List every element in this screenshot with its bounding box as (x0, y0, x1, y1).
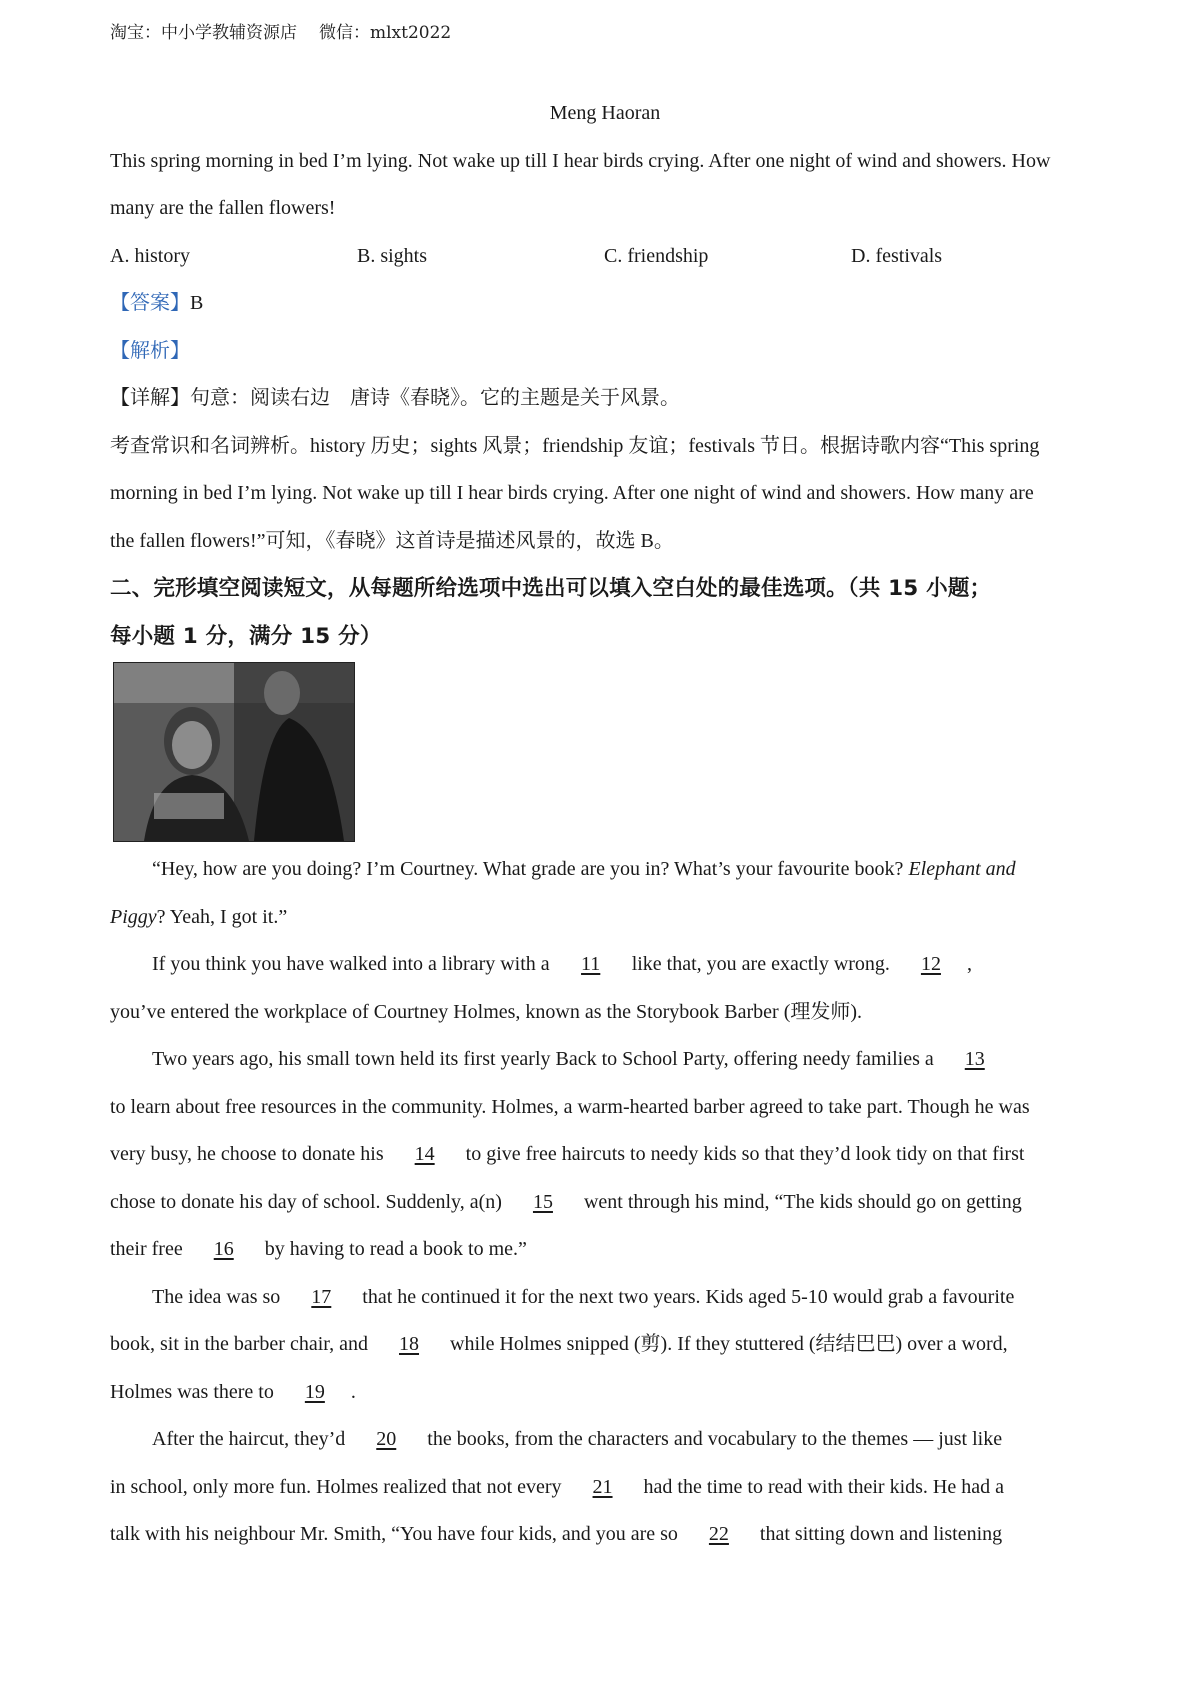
passage-text: very busy, he choose to donate his (110, 1143, 389, 1165)
passage-text: while Holmes snipped (剪). If they stuttered (结结巴巴) over a word, (445, 1333, 1008, 1355)
passage-text: , (966, 953, 972, 975)
wechat-label: 微信：mlxt2022 (319, 23, 452, 43)
passage-text: went through his mind, “The kids should go on getting (578, 1190, 1022, 1213)
poem-line: This spring morning in bed I’m lying. Not wake up till I hear birds crying. After one night of wind and showers. How (110, 149, 1051, 172)
passage-text: Holmes was there to (110, 1380, 279, 1403)
passage-text: “Hey, how are you doing? I’m Courtney. What grade are you in? What’s your favourite book? (152, 858, 909, 880)
blank-19[interactable]: 19 (304, 1380, 325, 1403)
detail-line: 【详解】句意：阅读右边 唐诗《春晓》。它的主题是关于风景。 (110, 387, 680, 409)
passage-line (110, 1464, 1100, 1512)
answer-line (110, 280, 1100, 328)
detail-line: morning in bed I’m lying. Not wake up till I hear birds crying. After one night of wind and showers. How many are (110, 482, 1034, 504)
passage-text: that sitting down and listening (754, 1523, 1003, 1545)
blank-18[interactable]: 18 (399, 1333, 420, 1355)
blank-17[interactable]: 17 (311, 1285, 332, 1308)
passage-text: like that, you are exactly wrong. (626, 953, 895, 975)
book-title: Piggy (110, 905, 157, 928)
passage-text: The idea was so (152, 1285, 286, 1308)
book-title: Elephant and (908, 858, 1016, 880)
section-heading: 二、完形填空阅读短文，从每题所给选项中选出可以填入空白处的最佳选项。（共 15 小题； (110, 576, 992, 601)
blank-12[interactable]: 12 (920, 953, 941, 975)
passage-line (110, 1036, 1100, 1084)
blank-20[interactable]: 20 (376, 1428, 397, 1450)
blank-14[interactable]: 14 (414, 1143, 435, 1165)
analysis-tag: 【解析】 (110, 339, 190, 362)
answer-tag: 【答案】 (110, 292, 190, 314)
blank-16[interactable]: 16 (213, 1238, 234, 1260)
answer-options (110, 233, 1100, 281)
blank-22[interactable]: 22 (708, 1523, 729, 1545)
analysis-line (110, 328, 1100, 376)
detail-line: the fallen flowers!”可知，《春晓》这首诗是描述风景的，故选 B。 (110, 529, 674, 552)
barber-photo (113, 662, 355, 842)
passage-text: ? Yeah, I got it.” (156, 905, 288, 928)
photo-barber-icon (114, 663, 354, 841)
passage-line (110, 846, 1100, 894)
passage-line: to learn about free resources in the community. Holmes, a warm-hearted barber agreed to take part. Though he was (110, 1095, 1030, 1118)
passage-line: you’ve entered the workplace of Courtney Holmes, known as the Storybook Barber (理发师). (110, 1000, 863, 1023)
document-body (110, 90, 1100, 1559)
passage-text: the books, from the characters and vocabulary to the themes — just like (422, 1428, 1003, 1450)
passage-line (110, 1416, 1100, 1464)
poem-author: Meng Haoran (549, 102, 661, 124)
passage-line (110, 941, 1100, 989)
option-c: C. friendship (604, 244, 709, 267)
passage-text: in school, only more fun. Holmes realized that not every (110, 1475, 567, 1498)
blank-11[interactable]: 11 (581, 953, 601, 975)
passage-line (110, 1511, 1100, 1559)
passage-text: their free (110, 1238, 188, 1260)
passage-text: Two years ago, his small town held its first yearly Back to School Party, offering needy families a (152, 1048, 939, 1070)
passage-text: . (350, 1380, 356, 1403)
option-b: B. sights (357, 244, 428, 267)
passage-line (110, 1369, 1100, 1417)
passage-text: chose to donate his day of school. Suddenly, a(n) (110, 1190, 507, 1213)
detail-line: 考查常识和名词辨析。history 历史；sights 风景；friendship 友谊；festivals 节日。根据诗歌内容“This spring (110, 434, 1040, 457)
passage-text: book, sit in the barber chair, and (110, 1333, 374, 1355)
option-a: A. history (110, 244, 190, 267)
passage-text: to give free haircuts to needy kids so that they’d look tidy on that first (460, 1143, 1025, 1165)
passage-text: that he continued it for the next two years. Kids aged 5-10 would grab a favourite (357, 1285, 1015, 1308)
shop-label: 淘宝：中小学教辅资源店 (110, 23, 297, 43)
answer-value: B (190, 292, 204, 314)
passage-line (110, 1131, 1100, 1179)
passage-text: If you think you have walked into a library with a (152, 953, 555, 975)
page-header (110, 18, 451, 43)
passage-line (110, 1274, 1100, 1322)
blank-13[interactable]: 13 (964, 1048, 985, 1070)
section-heading: 每小题 1 分，满分 15 分） (110, 623, 382, 649)
passage-text: had the time to read with their kids. He had a (638, 1475, 1004, 1498)
poem-line: many are the fallen flowers! (110, 197, 336, 219)
passage-text: by having to read a book to me.” (259, 1238, 527, 1260)
blank-21[interactable]: 21 (592, 1475, 613, 1498)
passage-line (110, 1226, 1100, 1274)
passage-line (110, 894, 1100, 942)
passage-text: After the haircut, they’d (152, 1428, 351, 1450)
passage-line (110, 1179, 1100, 1227)
blank-15[interactable]: 15 (532, 1190, 553, 1213)
passage-text: talk with his neighbour Mr. Smith, “You have four kids, and you are so (110, 1523, 683, 1545)
option-d: D. festivals (851, 244, 943, 267)
passage-line (110, 1321, 1100, 1369)
